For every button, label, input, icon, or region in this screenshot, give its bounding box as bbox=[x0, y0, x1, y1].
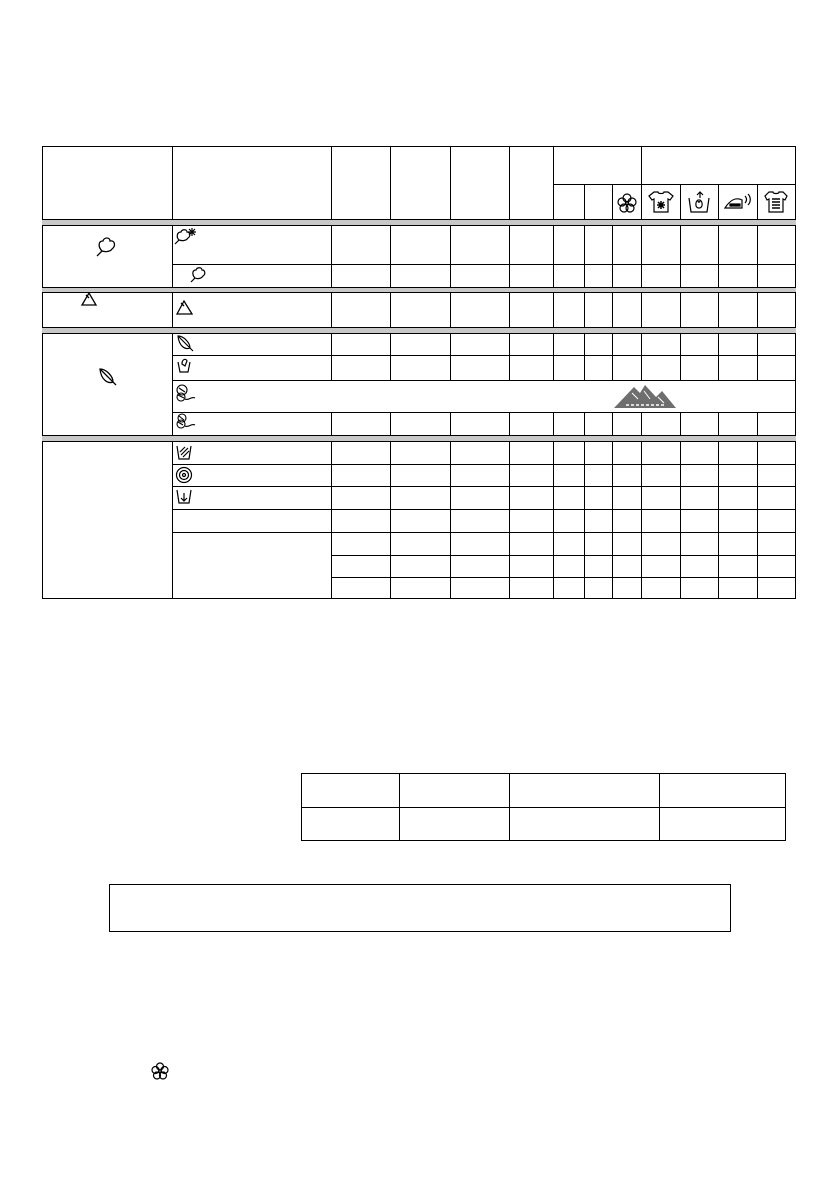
pre-wash-icon bbox=[689, 192, 709, 212]
cotton-star-icon bbox=[175, 228, 196, 244]
fabric-softener-icon bbox=[618, 194, 636, 212]
stain-shirt-icon bbox=[649, 192, 673, 212]
synthetic-triangle-icon bbox=[177, 301, 192, 314]
extra-rinse-shirt-icon bbox=[765, 192, 787, 212]
wool-yarn-icon bbox=[177, 385, 195, 401]
rinse-icon bbox=[177, 446, 191, 459]
fabric-softener-icon bbox=[152, 1063, 168, 1079]
feather-icon bbox=[100, 369, 116, 385]
mountain-logo bbox=[612, 383, 678, 409]
feather-icon bbox=[178, 336, 193, 351]
cotton-flower-small-icon bbox=[191, 268, 205, 282]
spin-icon bbox=[177, 468, 192, 483]
note-box bbox=[109, 884, 731, 932]
BBB-logo bbox=[444, 386, 512, 406]
wool-yarn-icon bbox=[177, 414, 195, 428]
hand-wash-icon bbox=[178, 359, 190, 372]
synthetic-triangle-icon bbox=[82, 293, 96, 305]
small-table bbox=[301, 773, 786, 841]
easy-iron-icon bbox=[725, 194, 750, 208]
cotton-flower-icon bbox=[97, 238, 114, 256]
drain-icon bbox=[177, 490, 191, 503]
group-separators bbox=[42, 219, 796, 442]
